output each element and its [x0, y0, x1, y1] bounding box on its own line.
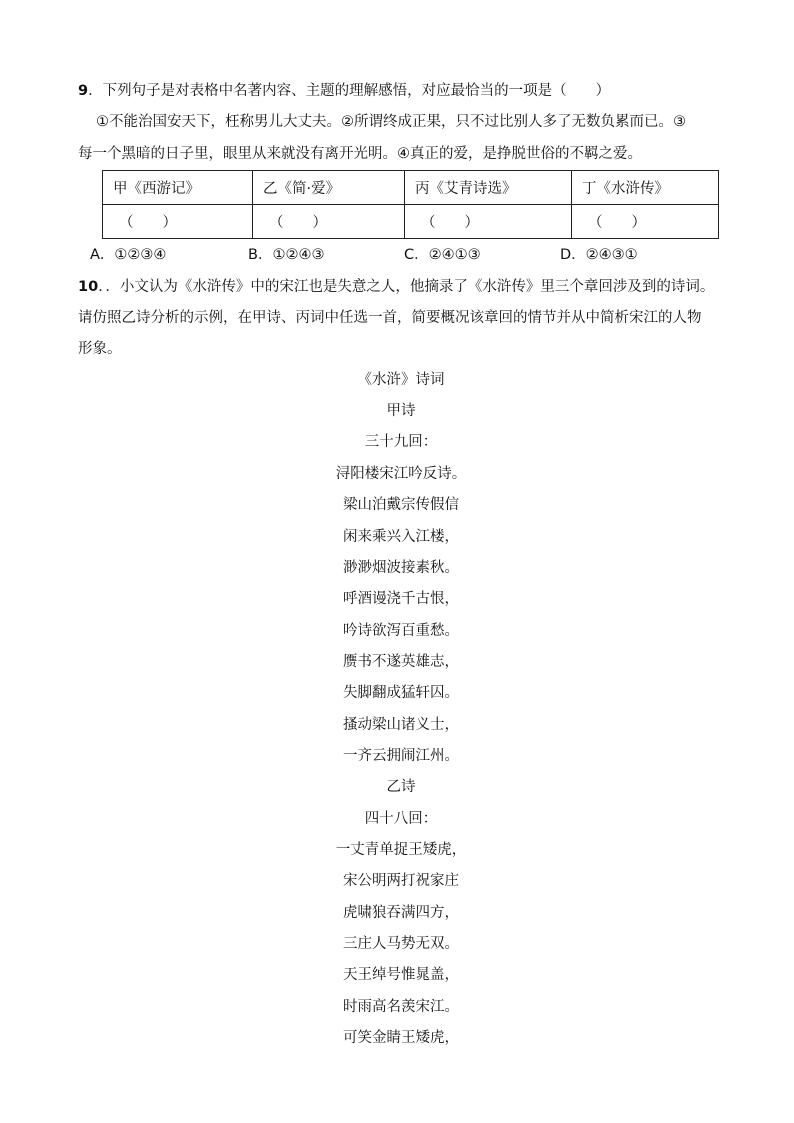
answer-table-header-row: [103, 171, 719, 205]
table-header-ding: 丁《水浒传》: [572, 171, 719, 205]
question-10-stem-text: ．．小文认为《水浒传》中的宋江也是失意之人，他摘录了《水浒传》里三个章回涉及到的诗词。: [98, 279, 715, 295]
poem-yi-line: 一丈青单捉王矮虎，: [335, 842, 467, 858]
poem-yi-line: 三庄人马势无双。: [343, 936, 459, 952]
table-header-yi: 乙《简·爱》: [253, 171, 405, 205]
poem-jia-line: 一齐云拥闹江州。: [343, 748, 459, 764]
question-10-stem-line-3: 形象。: [78, 341, 122, 357]
table-blank-bing[interactable]: （ ）: [405, 205, 572, 239]
answer-table: [102, 170, 719, 239]
question-10-stem-line-2: 请仿照乙诗分析的示例，在甲诗、丙词中任选一首，简要概况该章回的情节并从中简析宋江的人物: [78, 310, 702, 326]
poem-jia-line: 闲来乘兴入江楼，: [343, 529, 459, 545]
question-9-sentences-line-2: 每一个黑暗的日子里，眼里从来就没有离开光明。④真正的爱，是挣脱世俗的不羁之爱。: [78, 146, 642, 162]
question-9-options: [90, 245, 730, 265]
answer-table-blank-row: [103, 205, 719, 239]
option-b[interactable]: B．①②④③: [248, 247, 325, 263]
question-10-number: 10: [78, 279, 99, 295]
table-blank-yi[interactable]: （ ）: [253, 205, 405, 239]
table-blank-jia[interactable]: （ ）: [103, 205, 253, 239]
poem-jia-line: 梁山泊戴宗传假信: [343, 497, 459, 513]
option-c[interactable]: C．②④①③: [404, 247, 481, 263]
poem-jia-chapter: 三十九回：: [364, 434, 438, 450]
poem-yi-line: 时雨高名羡宋江。: [343, 999, 459, 1015]
poem-yi-line: 宋公明两打祝家庄: [343, 873, 459, 889]
poem-yi-chapter: 四十八回：: [364, 811, 438, 827]
option-d[interactable]: D．②④③①: [560, 247, 638, 263]
question-9-stem-text: ．下列句子是对表格中名著内容、主题的理解感悟，对应最恰当的一项是（ ）: [88, 83, 611, 99]
poem-jia-line: 呼酒谩浇千古恨，: [343, 591, 459, 607]
table-blank-ding[interactable]: （ ）: [572, 205, 719, 239]
poem-jia-line: 搔动梁山诸义士，: [343, 717, 459, 733]
poem-jia-line: 吟诗欲泻百重愁。: [343, 623, 459, 639]
question-10-stem-line-1: [78, 277, 714, 297]
table-header-jia: 甲《西游记》: [103, 171, 253, 205]
poem-yi-line: 可笑金睛王矮虎，: [343, 1030, 459, 1046]
poem-jia-line: 渺渺烟波接素秋。: [343, 560, 459, 576]
poem-heading: 《水浒》诗词: [357, 372, 445, 388]
poem-yi-line: 虎啸狼吞满四方，: [343, 905, 459, 921]
poem-jia-title: 甲诗: [386, 403, 416, 419]
poem-yi-title: 乙诗: [386, 779, 416, 795]
question-9-stem: [78, 81, 610, 101]
question-9-sentences-line-1: ①不能治国安天下，枉称男儿大丈夫。②所谓终成正果，只不过比别人多了无数负累而已。③: [96, 114, 686, 130]
poem-yi-line: 天王绰号惟晁盖，: [343, 967, 459, 983]
option-a[interactable]: A．①②③④: [90, 247, 167, 263]
poem-jia-line: 赝书不遂英雄志，: [343, 654, 459, 670]
table-header-bing: 丙《艾青诗选》: [405, 171, 572, 205]
poem-jia-line: 失脚翻成猛轩囚。: [343, 685, 459, 701]
question-9-number: 9: [78, 83, 89, 99]
poem-jia-line: 浔阳楼宋江吟反诗。: [335, 466, 467, 482]
